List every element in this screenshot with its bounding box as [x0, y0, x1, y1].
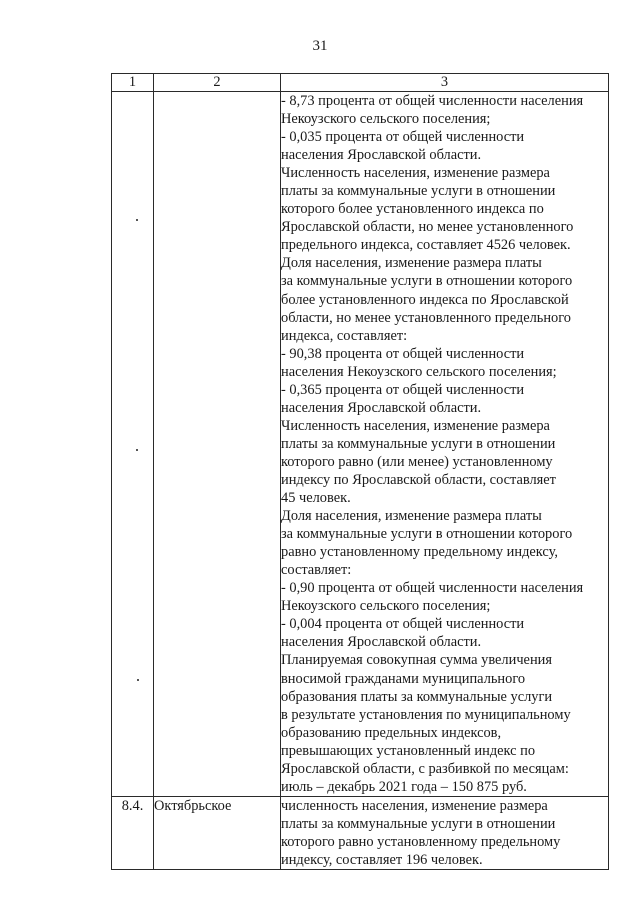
text-line: образования платы за коммунальные услуги	[281, 688, 553, 705]
text-line: июль – декабрь 2021 года – 150 875 руб.	[281, 778, 527, 795]
text-line: - 0,365 процента от общей численности	[281, 381, 525, 398]
text-line: платы за коммунальные услуги в отношении	[281, 815, 556, 832]
continuation-name-cell	[154, 92, 281, 797]
text-line: Планируемая совокупная сумма увеличения	[281, 652, 552, 669]
text-line: составляет:	[281, 562, 352, 579]
text-line: - 0,035 процента от общей численности	[281, 129, 525, 146]
document-table	[111, 73, 609, 870]
text-line: которого равно (или менее) установленному	[281, 453, 553, 470]
text-line: численность населения, изменение размера	[281, 797, 548, 814]
text-line: - 0,90 процента от общей численности населения	[281, 580, 584, 597]
text-line: более установленного индекса по Ярославской	[281, 291, 569, 308]
continuation-number-cell	[112, 92, 154, 797]
text-line: Ярославской области, но менее установленного	[281, 219, 574, 236]
page-number: 31	[312, 38, 328, 54]
text-line: за коммунальные услуги в отношении которого	[281, 526, 573, 543]
text-line: индексу по Ярославской области, составляет	[281, 471, 556, 488]
text-line: равно установленному предельному индексу,	[281, 544, 558, 561]
text-line: Доля населения, изменение размера платы	[281, 508, 542, 525]
text-line: населения Ярославской области.	[281, 399, 482, 416]
row-number: 8.4.	[112, 796, 154, 869]
text-line: в результате установления по муниципальному	[281, 706, 571, 723]
scan-speck	[136, 219, 138, 221]
text-line: Численность населения, изменение размера	[281, 417, 550, 434]
text-line: Ярославской области, с разбивкой по месяцам:	[281, 760, 569, 777]
text-line: - 90,38 процента от общей численности	[281, 345, 525, 362]
column-header-2: 2	[154, 74, 281, 92]
text-line: - 8,73 процента от общей численности населения	[281, 93, 584, 109]
text-line: населения Некоузского сельского поселения;	[281, 363, 557, 380]
table-row-8-4	[112, 796, 609, 869]
scan-speck	[137, 679, 139, 681]
text-line: Численность населения, изменение размера	[281, 165, 550, 182]
text-line: населения Ярославской области.	[281, 147, 482, 164]
text-line: индекса, составляет:	[281, 327, 408, 344]
column-header-1: 1	[112, 74, 154, 92]
text-line: области, но менее установленного предельного	[281, 309, 571, 326]
text-line: Некоузского сельского поселения;	[281, 598, 491, 615]
text-line: за коммунальные услуги в отношении которого	[281, 273, 573, 290]
text-line: образованию предельных индексов,	[281, 724, 502, 741]
text-line: платы за коммунальные услуги в отношении	[281, 435, 556, 452]
text-line: - 0,004 процента от общей численности	[281, 616, 525, 633]
text-line: Некоузского сельского поселения;	[281, 111, 491, 128]
text-line: которого равно установленному предельному	[281, 833, 561, 850]
text-line: населения Ярославской области.	[281, 634, 482, 651]
text-line: индексу, составляет 196 человек.	[281, 851, 483, 868]
text-line: Доля населения, изменение размера платы	[281, 255, 542, 272]
column-header-3: 3	[281, 74, 609, 92]
text-line: вносимой гражданами муниципального	[281, 670, 526, 687]
text-line: превышающих установленный индекс по	[281, 742, 536, 759]
table-row-continuation	[112, 92, 609, 797]
continuation-text-cell	[281, 92, 609, 797]
text-line: которого более установленного индекса по	[281, 201, 544, 218]
text-line: 45 человек.	[281, 490, 351, 507]
settlement-name: Октябрьское	[154, 796, 281, 869]
row-8-4-text-cell	[281, 796, 609, 869]
table-header-row	[112, 74, 609, 92]
text-line: платы за коммунальные услуги в отношении	[281, 183, 556, 200]
scan-speck	[136, 449, 138, 451]
text-line: предельного индекса, составляет 4526 человек.	[281, 237, 571, 254]
